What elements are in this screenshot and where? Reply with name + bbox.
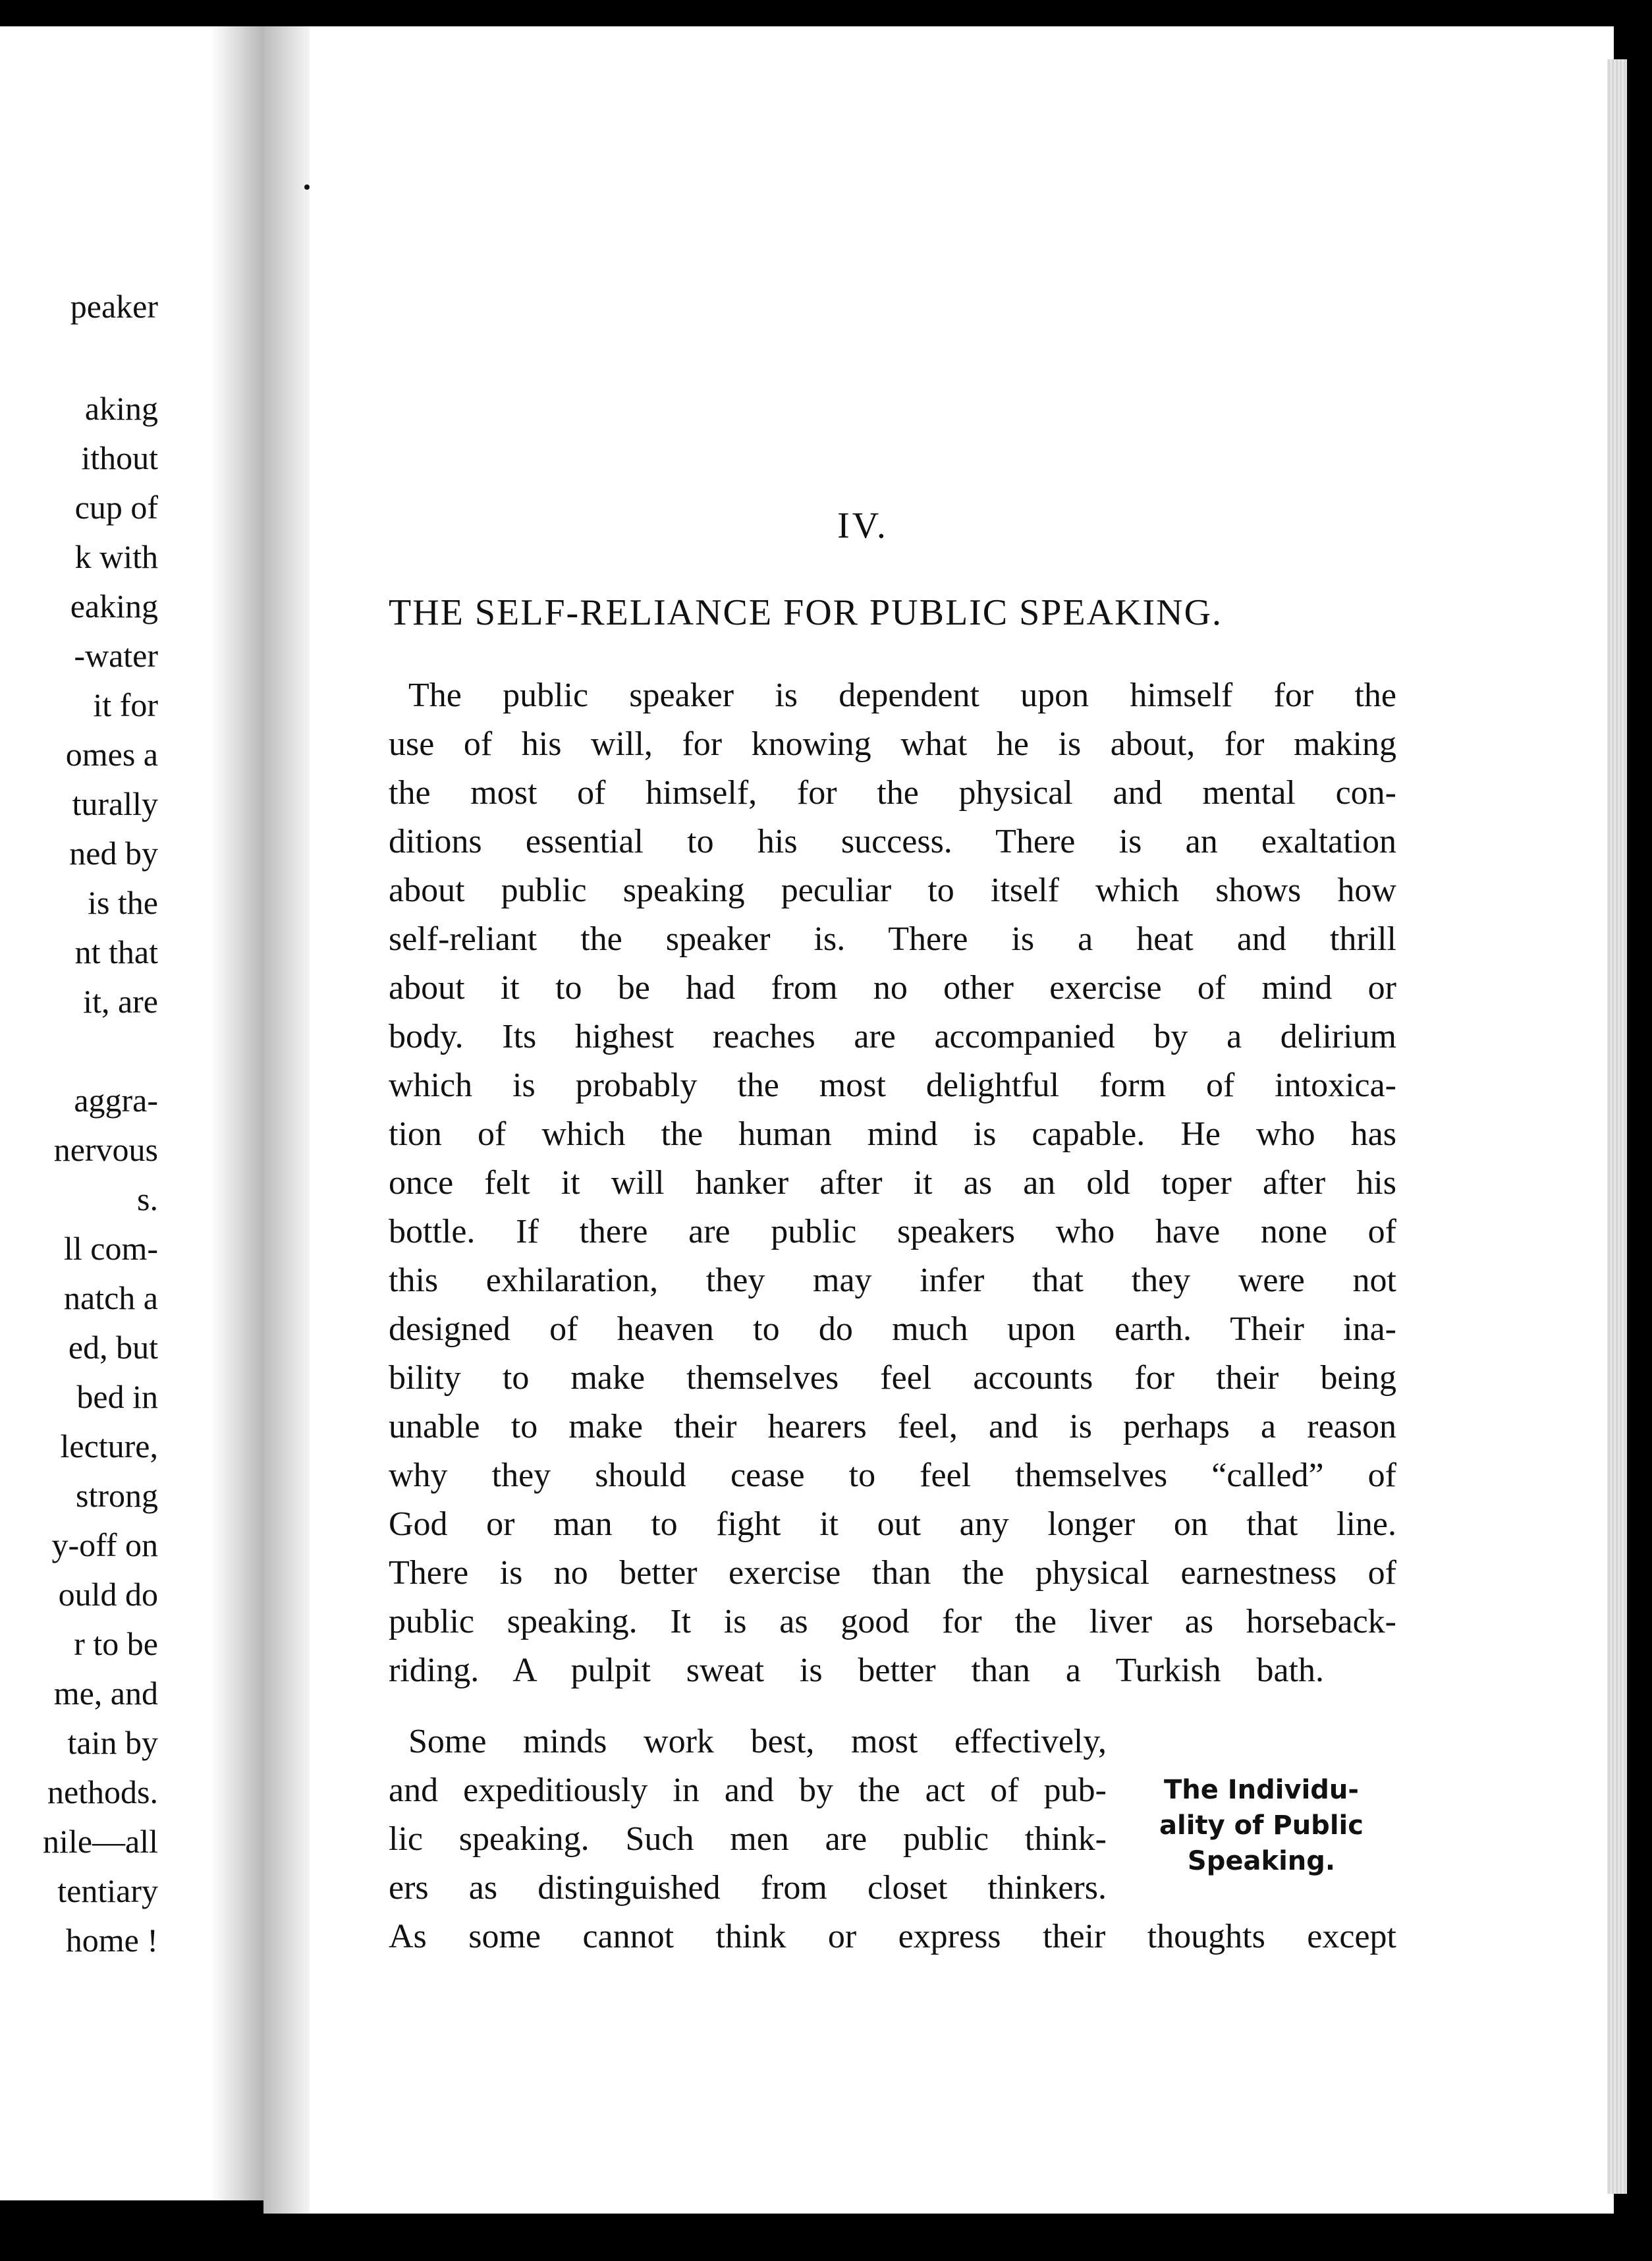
page-stack-edge xyxy=(1607,59,1627,2194)
previous-page-line: ll com- xyxy=(63,1230,158,1267)
page-gutter-shadow xyxy=(263,26,310,2214)
body-line: public speaking. It is as good for the liver as horseback- xyxy=(389,1603,1396,1640)
body-line: once felt it will hanker after it as an old toper after his xyxy=(389,1164,1396,1202)
body-line: Some minds work best, most effectively, xyxy=(408,1723,1107,1760)
margin-note-line: ality of Public xyxy=(1159,1810,1363,1841)
previous-page-line: s. xyxy=(137,1181,158,1217)
body-line: God or man to fight it out any longer on that line. xyxy=(389,1505,1396,1543)
body-line: designed of heaven to do much upon earth. Their ina- xyxy=(389,1310,1396,1348)
body-line: body. Its highest reaches are accompanied by a delirium xyxy=(389,1018,1396,1055)
body-line: unable to make their hearers feel, and is perhaps a reason xyxy=(389,1408,1396,1445)
previous-page-line: tain by xyxy=(67,1724,158,1761)
body-line: use of his will, for knowing what he is about, for making xyxy=(389,725,1396,763)
ink-speck xyxy=(304,184,310,190)
body-line: why they should cease to feel themselves “called” of xyxy=(389,1457,1396,1494)
body-line: bottle. If there are public speakers who have none of xyxy=(389,1213,1396,1250)
previous-page-line: aggra- xyxy=(74,1082,158,1119)
body-line: and expeditiously in and by the act of pub- xyxy=(389,1772,1107,1809)
previous-page-line: it for xyxy=(93,686,158,723)
body-line: lic speaking. Such men are public think- xyxy=(389,1820,1107,1858)
margin-note xyxy=(1130,1772,1393,1879)
previous-page-line: nervous xyxy=(53,1131,158,1168)
previous-page-line: aking xyxy=(84,390,158,427)
previous-page-line: it, are xyxy=(83,983,158,1020)
previous-page-line: -water xyxy=(74,637,158,674)
previous-page-line: ithout xyxy=(81,439,158,476)
body-line: riding. A pulpit sweat is better than a Turkish bath. xyxy=(389,1652,1324,1689)
previous-page-line: omes a xyxy=(65,736,158,773)
previous-page-line: natch a xyxy=(64,1279,158,1316)
body-line: bility to make themselves feel accounts for their being xyxy=(389,1359,1396,1397)
body-line: about it to be had from no other exercise of mind or xyxy=(389,969,1396,1007)
body-line: about public speaking peculiar to itself which shows how xyxy=(389,872,1396,909)
chapter-number: IV. xyxy=(837,505,889,546)
previous-page-line: ed, but xyxy=(68,1329,158,1366)
previous-page-line: r to be xyxy=(74,1625,158,1662)
previous-page-line: ned by xyxy=(69,835,158,872)
previous-page-line: k with xyxy=(74,538,158,575)
body-line: There is no better exercise than the physical earnestness of xyxy=(389,1554,1396,1592)
previous-page-line: turally xyxy=(72,785,158,822)
body-line: The public speaker is dependent upon himself for the xyxy=(408,677,1396,714)
previous-page-line: bed in xyxy=(76,1378,158,1415)
previous-page-line: nt that xyxy=(74,934,158,970)
previous-page-line: ould do xyxy=(58,1576,158,1613)
previous-page-line: y-off on xyxy=(51,1526,158,1563)
previous-page-line: strong xyxy=(76,1477,158,1514)
margin-note-line: The Individu- xyxy=(1163,1775,1359,1805)
body-line: As some cannot think or express their thoughts except xyxy=(389,1918,1396,1955)
previous-page-line: nile—all xyxy=(43,1823,158,1860)
previous-page-line: home ! xyxy=(65,1922,158,1959)
previous-page xyxy=(0,26,237,2200)
body-line: ditions essential to his success. There is an exaltation xyxy=(389,823,1396,860)
previous-page-line: eaking xyxy=(70,588,158,625)
body-line: this exhilaration, they may infer that they were not xyxy=(389,1262,1396,1299)
body-line: which is probably the most delightful form of intoxica- xyxy=(389,1067,1396,1104)
previous-page-line: cup of xyxy=(74,489,158,526)
margin-note-line: Speaking. xyxy=(1187,1846,1336,1876)
body-line: the most of himself, for the physical and mental con- xyxy=(389,774,1396,812)
previous-page-line: tentiary xyxy=(57,1872,158,1909)
previous-page-line: is the xyxy=(88,884,158,921)
previous-page-header: peaker xyxy=(70,288,158,325)
previous-page-line: lecture, xyxy=(60,1428,158,1465)
previous-page-line: nethods. xyxy=(47,1773,158,1810)
body-line: tion of which the human mind is capable. He who has xyxy=(389,1115,1396,1153)
chapter-title: THE SELF-RELIANCE FOR PUBLIC SPEAKING. xyxy=(389,592,1223,633)
body-line: self-reliant the speaker is. There is a heat and thrill xyxy=(389,920,1396,958)
body-line: ers as distinguished from closet thinkers. xyxy=(389,1869,1107,1907)
previous-page-line: me, and xyxy=(53,1675,158,1712)
